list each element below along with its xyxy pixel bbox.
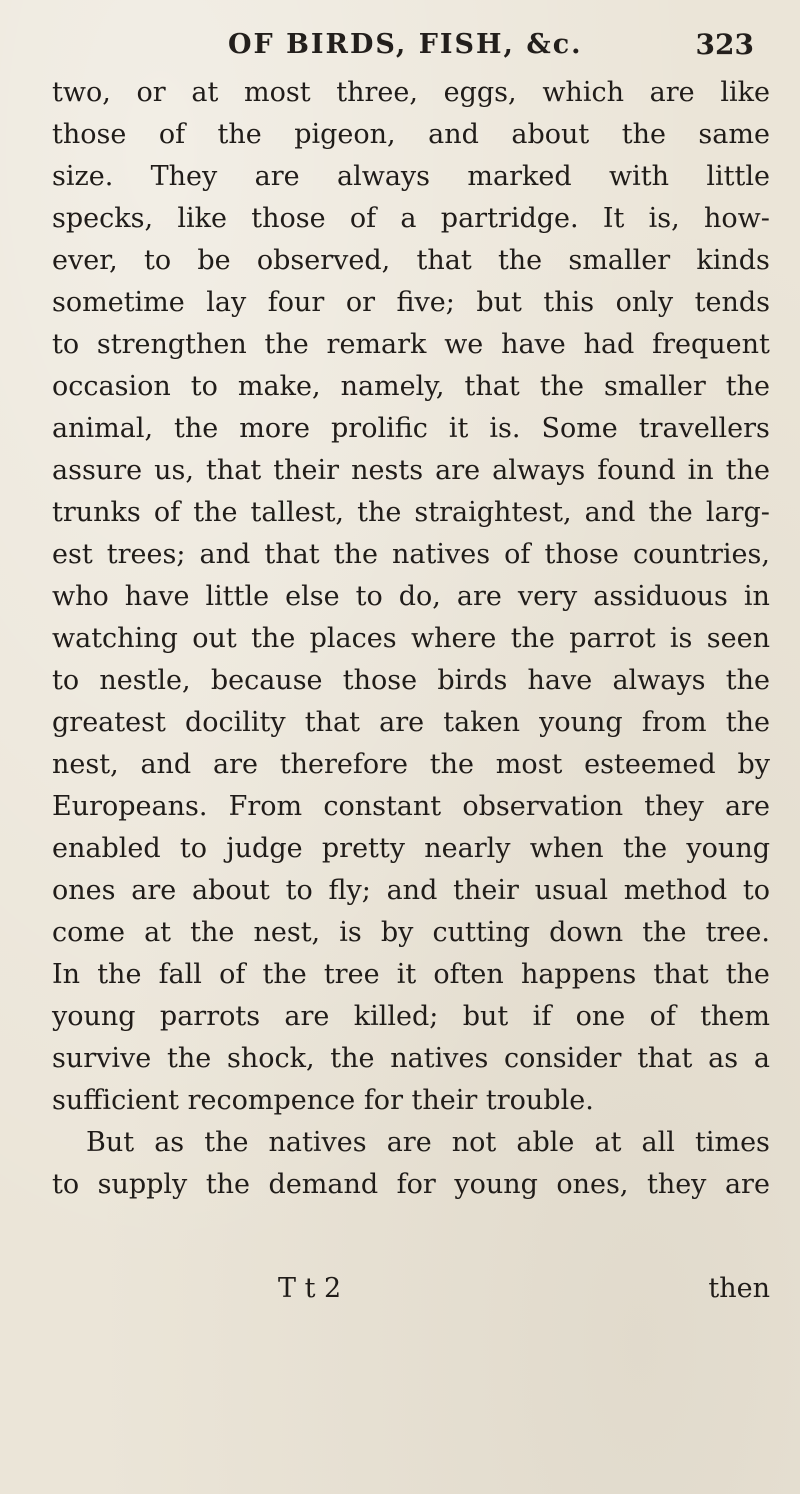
- text-line: nest, and are therefore the most esteemed by: [52, 749, 770, 780]
- text-line: size. They are always marked with little: [52, 161, 770, 192]
- text-line: occasion to make, namely, that the smaller the: [52, 371, 770, 402]
- paragraph-start-line: But as the natives are not able at all times: [86, 1127, 770, 1158]
- text-line: those of the pigeon, and about the same: [52, 119, 770, 150]
- text-line: come at the nest, is by cutting down the tree.: [52, 917, 770, 948]
- running-head-title: OF BIRDS, FISH, &c.: [228, 28, 583, 60]
- catchword: then: [708, 1273, 770, 1304]
- text-line: greatest docility that are taken young from the: [52, 707, 770, 738]
- text-line: to supply the demand for young ones, they are: [52, 1169, 770, 1200]
- signature-mark: T t 2: [278, 1273, 342, 1304]
- text-line: ever, to be observed, that the smaller kinds: [52, 245, 770, 276]
- text-line: sometime lay four or five; but this only tends: [52, 287, 770, 318]
- text-line: assure us, that their nests are always found in the: [52, 455, 770, 486]
- text-line: specks, like those of a partridge. It is, how-: [52, 203, 770, 234]
- text-line: survive the shock, the natives consider that as a: [52, 1043, 770, 1074]
- page-footer: [52, 1268, 770, 1310]
- text-line: trunks of the tallest, the straightest, and the larg-: [52, 497, 770, 528]
- text-line: animal, the more prolific it is. Some travellers: [52, 413, 770, 444]
- text-line: to strengthen the remark we have had frequent: [52, 329, 770, 360]
- body-text: [52, 72, 770, 1206]
- page-number: 323: [695, 27, 754, 61]
- text-line: watching out the places where the parrot is seen: [52, 623, 770, 654]
- text-line: to nestle, because those birds have always the: [52, 665, 770, 696]
- running-head: [228, 22, 754, 66]
- text-line: Europeans. From constant observation they are: [52, 791, 770, 822]
- text-line: who have little else to do, are very assiduous in: [52, 581, 770, 612]
- text-line: young parrots are killed; but if one of them: [52, 1001, 770, 1032]
- text-line: enabled to judge pretty nearly when the young: [52, 833, 770, 864]
- text-line: two, or at most three, eggs, which are like: [52, 77, 770, 108]
- text-line: ones are about to fly; and their usual method to: [52, 875, 770, 906]
- text-line: est trees; and that the natives of those countries,: [52, 539, 770, 570]
- text-line: sufficient recompence for their trouble.: [52, 1085, 594, 1116]
- text-line: In the fall of the tree it often happens that the: [52, 959, 770, 990]
